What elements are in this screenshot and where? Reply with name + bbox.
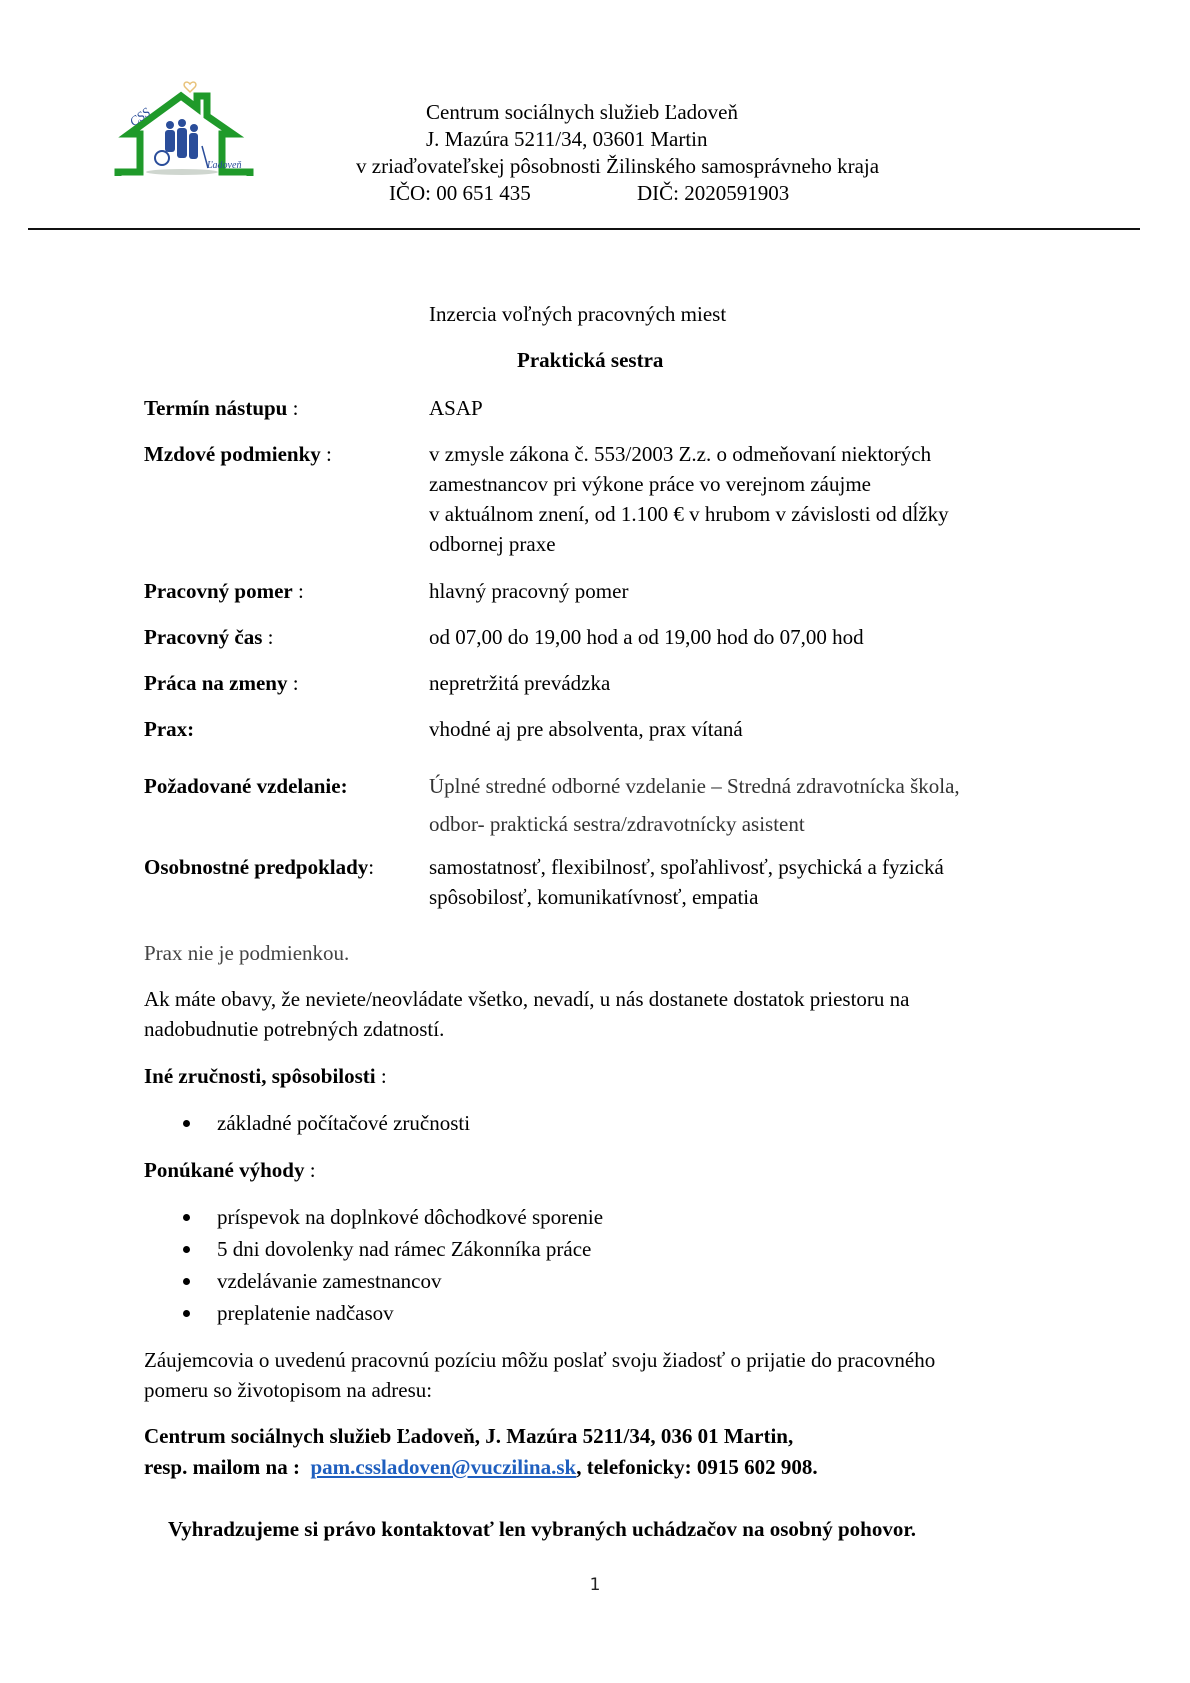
org-dic: DIČ: 2020591903 [637,181,790,205]
field-label-shift-work: Práca na zmeny : [144,671,299,695]
house-logo-icon [112,76,262,186]
document-title: Inzercia voľných pracovných miest [429,302,727,326]
apply-instructions-line: pomeru so životopisom na adresu: [144,1378,433,1402]
org-authority: v zriaďovateľskej pôsobnosti Žilinského samosprávneho kraja [356,154,880,178]
reassurance-line: Ak máte obavy, že neviete/neovládate všetko, nevadí, u nás dostanete dostatok priestoru na [144,987,910,1011]
contact-line: resp. mailom na : pam.cssladoven@vuczilina.sk, telefonicky: 0915 602 908. [144,1455,818,1479]
contact-address: Centrum sociálnych služieb Ľadoveň, J. Mazúra 5211/34, 036 01 Martin, [144,1424,794,1448]
field-value-salary-line: odbornej praxe [429,532,556,556]
field-value-experience: vhodné aj pre absolventa, prax vítaná [429,717,743,741]
benefits-list-item: preplatenie nadčasov [183,1298,394,1328]
field-value-employment-type: hlavný pracovný pomer [429,579,629,603]
logo-text-ladoven: Ľadoveň [207,160,242,171]
field-label-experience: Prax: [144,717,195,741]
field-value-education-line: odbor- praktická sestra/zdravotnícky asistent [429,812,805,836]
apply-instructions-line: Záujemcovia o uvedenú pracovnú pozíciu môžu poslať svoju žiadosť o prijatie do pracovného [144,1348,936,1372]
field-value-personal-qualities-line: samostatnosť, flexibilnosť, spoľahlivosť, psychická a fyzická [429,855,944,879]
field-label-employment-type: Pracovný pomer : [144,579,304,603]
reassurance-line: nadobudnutie potrebných zdatností. [144,1017,445,1041]
bullet-icon [183,1214,190,1221]
bullet-icon [183,1278,190,1285]
field-value-salary-line: zamestnancov pri výkone práce vo verejnom záujme [429,472,871,496]
field-label-education: Požadované vzdelanie: [144,774,348,798]
bullet-icon [183,1310,190,1317]
field-value-personal-qualities-line: spôsobilosť, komunikatívnosť, empatia [429,885,759,909]
position-title: Praktická sestra [517,348,664,372]
field-label-start-date: Termín nástupu : [144,396,299,420]
logo-text-css: CSS [126,104,153,130]
org-ico: IČO: 00 651 435 [389,181,531,205]
field-value-shift-work: nepretržitá prevádzka [429,671,611,695]
benefits-list-item: príspevok na doplnkové dôchodkové sporenie [183,1202,603,1232]
skills-list-item: základné počítačové zručnosti [183,1108,470,1138]
field-value-start-date: ASAP [429,396,483,420]
field-value-working-hours: od 07,00 do 19,00 hod a od 19,00 hod do 07,00 hod [429,625,864,649]
disclaimer: Vyhradzujeme si právo kontaktovať len vybraných uchádzačov na osobný pohovor. [168,1517,916,1541]
skills-heading: Iné zručnosti, spôsobilosti : [144,1064,387,1088]
bullet-icon [183,1120,190,1127]
bullet-icon [183,1246,190,1253]
page-number: 1 [589,1575,601,1595]
field-label-personal-qualities: Osobnostné predpoklady: [144,855,375,879]
field-label-salary: Mzdové podmienky : [144,442,332,466]
field-value-salary-line: v aktuálnom znení, od 1.100 € v hrubom v závislosti od dĺžky [429,502,949,526]
benefits-heading: Ponúkané výhody : [144,1158,316,1182]
field-value-salary-line: v zmysle zákona č. 553/2003 Z.z. o odmeňovaní niektorých [429,442,932,466]
note-experience-not-required: Prax nie je podmienkou. [144,941,350,965]
org-name: Centrum sociálnych služieb Ľadoveň [426,100,738,124]
org-address: J. Mazúra 5211/34, 03601 Martin [426,127,708,151]
field-label-working-hours: Pracovný čas : [144,625,274,649]
field-value-education-line: Úplné stredné odborné vzdelanie – Stredná zdravotnícka škola, [429,774,960,798]
organization-logo [112,76,262,186]
benefits-list-item: vzdelávanie zamestnancov [183,1266,441,1296]
benefits-list-item: 5 dni dovolenky nad rámec Zákonníka práce [183,1234,591,1264]
email-link[interactable]: pam.cssladoven@vuczilina.sk [310,1455,577,1479]
header-divider [28,228,1140,230]
